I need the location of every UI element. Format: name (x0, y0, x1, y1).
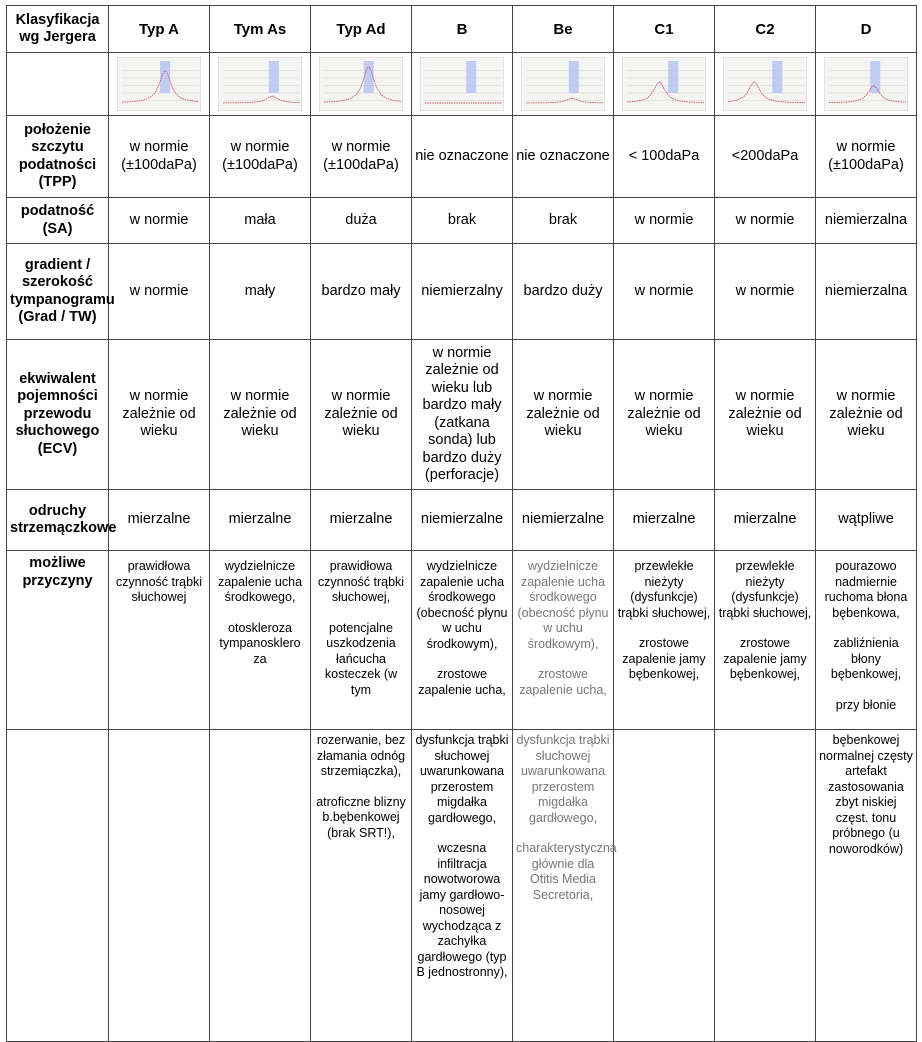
causes-cell (513, 551, 614, 730)
tympanogram-image (218, 57, 302, 111)
empty-cell (7, 730, 109, 1042)
tympanogram-cell (311, 53, 412, 116)
tympanogram-cell (715, 53, 816, 116)
tympanogram-row (7, 53, 917, 116)
causes-cell (109, 551, 210, 730)
cell-value: nie oznaczone (412, 116, 513, 198)
causes-cell (109, 730, 210, 1042)
normal-range-band (364, 61, 374, 93)
row-label: możliwe przyczyny (7, 551, 109, 730)
normal-range-band (870, 61, 880, 93)
cell-value: mierzalne (311, 490, 412, 551)
cell-value: < 100daPa (614, 116, 715, 198)
cause-text: przy błonie (835, 697, 897, 712)
cause-text: zabliźnienia błony bębenkowej, (830, 636, 902, 681)
cell-value: w normie (715, 198, 816, 244)
tympanogram-image (723, 57, 807, 111)
normal-range-band (772, 61, 782, 93)
tympanogram-cell (816, 53, 917, 116)
cause-text: bębenkowej normalnej częsty artefakt zastosowania zbyt niskiej częst. tonu próbnego (u noworodków) (819, 733, 913, 856)
cell-value: w normie zależnie od wieku (715, 340, 816, 490)
type-header: Typ A (109, 6, 210, 53)
causes-cell (614, 551, 715, 730)
cell-value: niemierzalny (412, 244, 513, 340)
cause-text: zrostowe zapalenie jamy bębenkowej, (622, 636, 706, 681)
cause-text: dysfunkcja trąbki słuchowej uwarunkowana przerostem migdałka gardłowego, (415, 733, 509, 825)
tympanogram-image (117, 57, 201, 111)
cell-value: w normie zależnie od wieku (210, 340, 311, 490)
header-row (7, 6, 917, 53)
header-label-cell: Klasyfikacja wg Jergera (7, 6, 109, 53)
cause-text: wydzielnicze zapalenie ucha środkowego, (217, 559, 303, 604)
paragraph-gap (516, 826, 610, 841)
cause-text: wydzielnicze zapalenie ucha środkowego (obecność płynu w uchu środkowym), (416, 559, 508, 651)
type-header: B (412, 6, 513, 53)
normal-range-band (569, 61, 579, 93)
causes-cell (816, 730, 917, 1042)
cell-value: mierzalne (109, 490, 210, 551)
cell-value: mierzalne (715, 490, 816, 551)
cell-value: w normie (614, 244, 715, 340)
type-header: C1 (614, 6, 715, 53)
cell-value: niemierzalna (816, 198, 917, 244)
tympanogram-image (521, 57, 605, 111)
cause-text: wczesna infiltracja nowotworowa jamy gardłowo-nosowej wychodząca z zachyłka gardłowego (typ B jednostronny), (416, 841, 508, 979)
table-body (7, 6, 917, 1042)
paragraph-gap (415, 826, 509, 841)
cell-value: w normie (715, 244, 816, 340)
tympanogram-image (319, 57, 403, 111)
causes-cell (210, 551, 311, 730)
tympanogram-background (319, 57, 403, 111)
cause-text: zrostowe zapalenie jamy bębenkowej, (723, 636, 807, 681)
cause-text: przewlekłe nieżyty (dysfunkcje) trąbki słuchowej, (617, 559, 711, 620)
cell-value: w normie (±100daPa) (816, 116, 917, 198)
tympanogram-image (824, 57, 908, 111)
cell-value: mała (210, 198, 311, 244)
paragraph-gap (314, 606, 408, 621)
causes-cell (614, 730, 715, 1042)
table-row (7, 116, 917, 198)
tympanogram-cell (513, 53, 614, 116)
cause-text: pourazowo nadmiernie ruchoma błona bębenkowa, (824, 559, 908, 620)
tympanogram-background (622, 57, 706, 111)
tympanogram-background (723, 57, 807, 111)
cause-text: prawidłowa czynność trąbki słuchowej (115, 559, 203, 604)
type-header: C2 (715, 6, 816, 53)
causes-row (7, 730, 917, 1042)
paragraph-gap (718, 621, 812, 636)
cell-value: w normie zależnie od wieku (109, 340, 210, 490)
cell-value: w normie (±100daPa) (210, 116, 311, 198)
cause-text: zrostowe zapalenie ucha, (519, 667, 607, 697)
paragraph-gap (819, 683, 913, 698)
cell-value: w normie (614, 198, 715, 244)
paragraph-gap (516, 652, 610, 667)
causes-cell (311, 730, 412, 1042)
row-label: odruchy strzemączkowe (7, 490, 109, 551)
paragraph-gap (617, 621, 711, 636)
tympanogram-cell (109, 53, 210, 116)
paragraph-gap (819, 621, 913, 636)
paragraph-gap (213, 606, 307, 621)
cell-value: mały (210, 244, 311, 340)
cell-value: bardzo mały (311, 244, 412, 340)
cause-text: wydzielnicze zapalenie ucha środkowego (obecność płynu w uchu środkowym), (517, 559, 609, 651)
cell-value: nie oznaczone (513, 116, 614, 198)
row-label: położenie szczytu podatności (TPP) (7, 116, 109, 198)
tympanogram-background (117, 57, 201, 111)
cell-value: mierzalne (614, 490, 715, 551)
type-header: Be (513, 6, 614, 53)
cause-text: potencjalne uszkodzenia łańcucha kosteczek (w tym (324, 620, 398, 697)
empty-cell (7, 53, 109, 116)
cell-value: niemierzalne (412, 490, 513, 551)
type-header: D (816, 6, 917, 53)
cause-text: przewlekłe nieżyty (dysfunkcje) trąbki słuchowej, (718, 559, 812, 620)
cell-value: wątpliwe (816, 490, 917, 551)
causes-row (7, 551, 917, 730)
row-label: podatność (SA) (7, 198, 109, 244)
cell-value: w normie zależnie od wieku (513, 340, 614, 490)
normal-range-band (668, 61, 678, 93)
causes-cell (816, 551, 917, 730)
cell-value: w normie (±100daPa) (311, 116, 412, 198)
paragraph-gap (314, 780, 408, 795)
cell-value: niemierzalna (816, 244, 917, 340)
row-label: gradient / szerokość tympanogramu (Grad / TW) (7, 244, 109, 340)
normal-range-band (269, 61, 279, 93)
table-row (7, 340, 917, 490)
cell-value: w normie zależnie od wieku (816, 340, 917, 490)
tympanogram-cell (210, 53, 311, 116)
causes-cell (412, 730, 513, 1042)
cell-value: w normie (±100daPa) (109, 116, 210, 198)
causes-cell (715, 730, 816, 1042)
tympanogram-image (420, 57, 504, 111)
causes-cell (513, 730, 617, 1042)
cell-value: w normie (109, 198, 210, 244)
type-header: Typ Ad (311, 6, 412, 53)
cause-text: prawidłowa czynność trąbki słuchowej, (317, 559, 405, 604)
cause-text: zrostowe zapalenie ucha, (418, 667, 506, 697)
cause-text: otoskleroza tympanosklero za (219, 620, 301, 666)
causes-cell (210, 730, 311, 1042)
type-header: Tym As (210, 6, 311, 53)
causes-cell (412, 551, 513, 730)
cell-value: mierzalne (210, 490, 311, 551)
cell-value: bardzo duży (513, 244, 614, 340)
table-row (7, 244, 917, 340)
jerger-classification-table (6, 5, 917, 1042)
cell-value: w normie (109, 244, 210, 340)
cause-text: dysfunkcja trąbki słuchowej uwarunkowana przerostem migdałka gardłowego, (516, 733, 610, 825)
cell-value: duża (311, 198, 412, 244)
tympanogram-cell (412, 53, 513, 116)
cell-value: <200daPa (715, 116, 816, 198)
cell-value: w normie zależnie od wieku lub bardzo mały (zatkana sonda) lub bardzo duży (perforacje) (412, 340, 513, 490)
tympanogram-background (824, 57, 908, 111)
tympanogram-cell (614, 53, 715, 116)
cell-value: w normie zależnie od wieku (614, 340, 715, 490)
causes-cell (715, 551, 816, 730)
cause-text: atroficzne blizny b.bębenkowej (brak SRT!), (316, 794, 406, 840)
cause-text: charakterystyczna głównie dla Otitis Media Secretoria, (516, 841, 617, 902)
causes-cell (311, 551, 412, 730)
cell-value: w normie zależnie od wieku (311, 340, 412, 490)
cell-value: niemierzalne (513, 490, 614, 551)
normal-range-band (466, 61, 476, 93)
cause-text: rozerwanie, bez złamania odnóg strzemiączka), (316, 733, 406, 778)
cell-value: brak (513, 198, 614, 244)
table-row (7, 198, 917, 244)
table-row (7, 490, 917, 551)
cell-value: brak (412, 198, 513, 244)
paragraph-gap (415, 652, 509, 667)
row-label: ekwiwalent pojemności przewodu słuchowego (ECV) (7, 340, 109, 490)
tympanogram-image (622, 57, 706, 111)
